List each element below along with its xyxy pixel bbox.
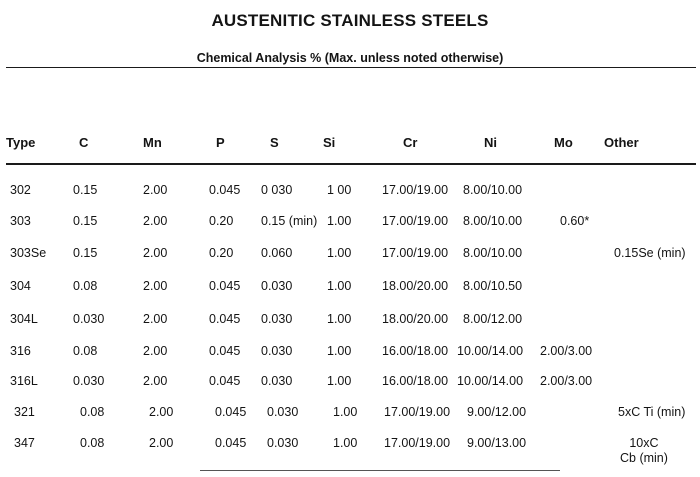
cell-s: 0.030 xyxy=(261,344,293,358)
cell-s: 0.060 xyxy=(261,246,293,260)
header-other: Other xyxy=(604,135,639,150)
header-s: S xyxy=(270,135,279,150)
cell-type: 303Se xyxy=(10,246,47,260)
cell-type: 347 xyxy=(14,436,35,450)
cell-ni: 8.00/10.00 xyxy=(463,183,523,197)
cell-ni: 9.00/13.00 xyxy=(467,436,527,450)
page-subtitle: Chemical Analysis % (Max. unless noted otherwise) xyxy=(196,51,504,65)
cell-p: 0.045 xyxy=(209,183,241,197)
cell-other: 0.15Se (min) xyxy=(614,246,686,260)
cell-mn: 2.00 xyxy=(143,183,168,197)
cell-s: 0 030 xyxy=(261,183,293,197)
cell-cr: 17.00/19.00 xyxy=(384,436,451,450)
cell-c: 0.08 xyxy=(73,279,98,293)
cell-c: 0.15 xyxy=(73,246,98,260)
cell-c: 0.15 xyxy=(73,214,98,228)
cell-mn: 2.00 xyxy=(143,374,168,388)
cell-mn: 2.00 xyxy=(143,279,168,293)
header-si: Si xyxy=(323,135,336,150)
cell-s: 0.030 xyxy=(261,374,293,388)
cell-si: 1.00 xyxy=(327,246,352,260)
cell-cr: 17.00/19.00 xyxy=(382,214,449,228)
cell-type: 316 xyxy=(10,344,31,358)
cell-p: 0.045 xyxy=(209,312,241,326)
cell-s: 0.15 (min) xyxy=(261,214,318,228)
cell-p: 0.045 xyxy=(215,405,247,419)
cell-p: 0.20 xyxy=(209,246,234,260)
cell-ni: 8.00/10.00 xyxy=(463,214,523,228)
header-type: Type xyxy=(6,135,36,150)
cell-cr: 16.00/18.00 xyxy=(382,374,449,388)
cell-si: 1.00 xyxy=(333,436,358,450)
cell-mn: 2.00 xyxy=(143,344,168,358)
cell-mo: 2.00/3.00 xyxy=(540,374,593,388)
cell-si: 1.00 xyxy=(327,214,352,228)
header-cr: Cr xyxy=(403,135,418,150)
cell-si: 1.00 xyxy=(327,374,352,388)
cell-cr: 16.00/18.00 xyxy=(382,344,449,358)
cell-s: 0.030 xyxy=(267,405,299,419)
cell-other: 5xC Ti (min) xyxy=(618,405,686,419)
cell-cr: 17.00/19.00 xyxy=(384,405,451,419)
cell-c: 0.15 xyxy=(73,183,98,197)
cell-p: 0.045 xyxy=(209,279,241,293)
cell-type: 304 xyxy=(10,279,31,293)
cell-cr: 18.00/20.00 xyxy=(382,279,449,293)
header-divider xyxy=(6,163,696,165)
cell-mo: 0.60* xyxy=(560,214,590,228)
cell-ni: 9.00/12.00 xyxy=(467,405,527,419)
cell-c: 0.030 xyxy=(73,374,105,388)
cell-p: 0.20 xyxy=(209,214,234,228)
header-p: P xyxy=(216,135,225,150)
cell-si: 1.00 xyxy=(333,405,358,419)
cell-ni: 10.00/14.00 xyxy=(457,374,524,388)
cell-si: 1.00 xyxy=(327,344,352,358)
cell-s: 0.030 xyxy=(261,312,293,326)
cell-type: 302 xyxy=(10,183,31,197)
cell-cr: 18.00/20.00 xyxy=(382,312,449,326)
cell-other: 10xC Cb (min) xyxy=(620,436,668,465)
cell-cr: 17.00/19.00 xyxy=(382,183,449,197)
cell-cr: 17.00/19.00 xyxy=(382,246,449,260)
cell-type: 321 xyxy=(14,405,35,419)
header-mn: Mn xyxy=(143,135,162,150)
cell-s: 0.030 xyxy=(261,279,293,293)
cell-type: 316L xyxy=(10,374,38,388)
cell-mn: 2.00 xyxy=(143,246,168,260)
cell-ni: 8.00/12.00 xyxy=(463,312,523,326)
cell-c: 0.08 xyxy=(80,436,105,450)
bottom-divider xyxy=(200,470,560,471)
page-title: AUSTENITIC STAINLESS STEELS xyxy=(211,11,489,30)
cell-mn: 2.00 xyxy=(143,312,168,326)
cell-si: 1.00 xyxy=(327,279,352,293)
top-divider xyxy=(6,67,696,68)
cell-p: 0.045 xyxy=(209,344,241,358)
cell-s: 0.030 xyxy=(267,436,299,450)
cell-p: 0.045 xyxy=(209,374,241,388)
cell-si: 1.00 xyxy=(327,312,352,326)
cell-mn: 2.00 xyxy=(149,405,174,419)
cell-mo: 2.00/3.00 xyxy=(540,344,593,358)
cell-ni: 8.00/10.50 xyxy=(463,279,523,293)
header-ni: Ni xyxy=(484,135,497,150)
cell-p: 0.045 xyxy=(215,436,247,450)
cell-mn: 2.00 xyxy=(149,436,174,450)
cell-mn: 2.00 xyxy=(143,214,168,228)
cell-ni: 8.00/10.00 xyxy=(463,246,523,260)
header-mo: Mo xyxy=(554,135,573,150)
cell-si: 1 00 xyxy=(327,183,352,197)
cell-c: 0.08 xyxy=(73,344,98,358)
header-c: C xyxy=(79,135,89,150)
cell-c: 0.030 xyxy=(73,312,105,326)
cell-type: 303 xyxy=(10,214,31,228)
cell-ni: 10.00/14.00 xyxy=(457,344,524,358)
cell-c: 0.08 xyxy=(80,405,105,419)
cell-type: 304L xyxy=(10,312,38,326)
